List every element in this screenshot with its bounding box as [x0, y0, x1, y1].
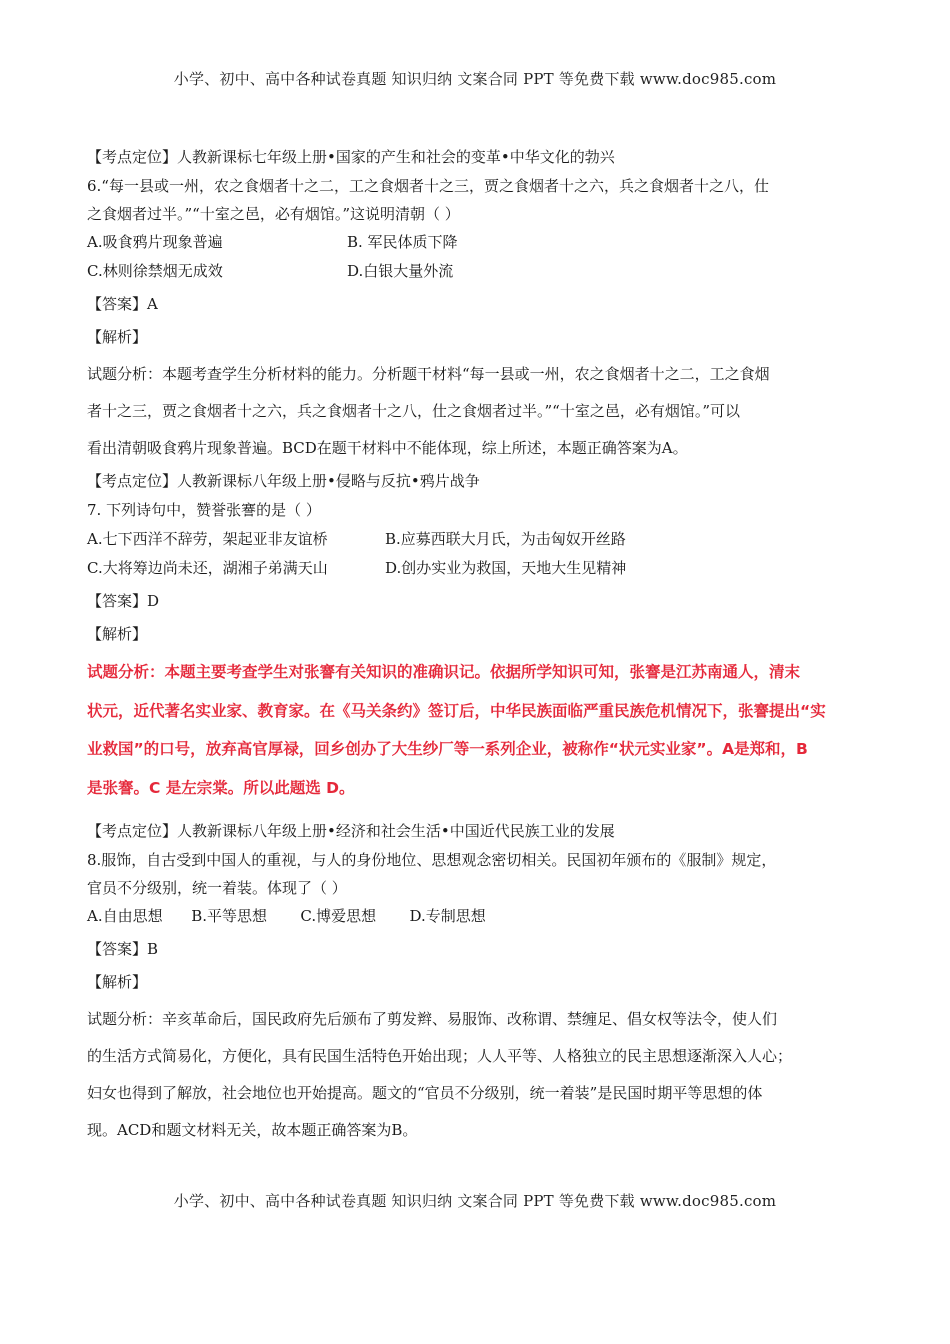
analysis-line: 者十之三，贾之食烟者十之六，兵之食烟者十之八，仕之食烟者过半。”“十室之邑，必有烟馆。”可以 — [87, 402, 741, 420]
page-header: 小学、初中、高中各种试卷真题 知识归纳 文案合同 PPT 等免费下载 www.doc985.com — [173, 70, 777, 88]
question-6-stem-line2: 之食烟者过半。”“十室之邑，必有烟馆。”这说明清朝（ ） — [87, 205, 460, 223]
option-d: D.创办实业为救国，天地大生见精神 — [385, 559, 627, 577]
option-b: B.应募西联大月氏，为击匈奴开丝路 — [385, 530, 626, 548]
question-7-options-row1 — [87, 525, 867, 554]
question-8 — [87, 846, 867, 1149]
question-6-options-row1 — [87, 228, 867, 257]
analysis-line: 试题分析：辛亥革命后，国民政府先后颁布了剪发辫、易服饰、改称谓、禁缠足、倡女权等法令，使人们 — [87, 1010, 778, 1028]
question-6-analysis-label: 【解析】 — [87, 328, 148, 346]
question-7-options-row2 — [87, 554, 867, 583]
question-6-answer: 【答案】A — [87, 295, 158, 313]
question-7-analysis-label: 【解析】 — [87, 625, 148, 643]
knowledge-point-q6: 【考点定位】人教新课标八年级上册•侵略与反抗•鸦片战争 — [87, 472, 480, 490]
page-content — [87, 143, 867, 1149]
question-7 — [87, 496, 867, 846]
knowledge-point-q7: 【考点定位】人教新课标八年级上册•经济和社会生活•中国近代民族工业的发展 — [87, 822, 615, 840]
analysis-line: 状元，近代著名实业家、教育家。在《马关条约》签订后，中华民族面临严重民族危机情况下，张謇提出“实 — [87, 701, 826, 720]
question-8-stem-line2: 官员不分级别，统一着装。体现了（ ） — [87, 879, 347, 897]
question-6-stem-line1: 6.“每一县或一州，农之食烟者十之二，工之食烟者十之三，贾之食烟者十之六，兵之食烟者十之八，仕 — [87, 177, 769, 195]
analysis-line: 看出清朝吸食鸦片现象普遍。BCD在题干材料中不能体现，综上所述，本题正确答案为A。 — [87, 439, 688, 457]
option-b: B. 军民体质下降 — [347, 233, 458, 251]
analysis-line: 试题分析：本题主要考查学生对张謇有关知识的准确识记。依据所学知识可知，张謇是江苏南通人，清末 — [87, 663, 801, 681]
analysis-line: 试题分析：本题考查学生分析材料的能力。分析题干材料“每一县或一州，农之食烟者十之二，工之食烟 — [87, 365, 770, 383]
question-8-analysis-label: 【解析】 — [87, 973, 148, 991]
analysis-line: 的生活方式简易化，方便化，具有民国生活特色开始出现；人人平等、人格独立的民主思想逐渐深入人心； — [87, 1047, 793, 1065]
question-8-stem-line1: 8.服饰，自古受到中国人的重视，与人的身份地位、思想观念密切相关。民国初年颁布的《服制》规定， — [87, 851, 777, 869]
option-a: A.七下西洋不辞劳，架起亚非友谊桥 — [87, 530, 328, 548]
question-8-analysis — [87, 1001, 867, 1149]
knowledge-point-q5: 【考点定位】人教新课标七年级上册•国家的产生和社会的变革•中华文化的勃兴 — [87, 148, 615, 166]
question-6 — [87, 172, 867, 496]
option-d: D.白银大量外流 — [347, 262, 454, 280]
analysis-line: 现。ACD和题文材料无关，故本题正确答案为B。 — [87, 1121, 418, 1139]
page-footer: 小学、初中、高中各种试卷真题 知识归纳 文案合同 PPT 等免费下载 www.doc985.com — [173, 1192, 777, 1210]
question-6-options-row2 — [87, 257, 867, 286]
option-a: A.吸食鸦片现象普遍 — [87, 233, 223, 251]
question-7-stem: 7. 下列诗句中，赞誉张謇的是（ ） — [87, 501, 321, 519]
question-7-analysis — [87, 653, 867, 807]
question-8-answer: 【答案】B — [87, 940, 159, 958]
analysis-line: 是张謇。C 是左宗棠。所以此题选 D。 — [87, 778, 355, 797]
question-6-analysis — [87, 356, 867, 467]
question-8-options: A.自由思想 B.平等思想 C.博爱思想 D.专制思想 — [87, 907, 486, 925]
analysis-line: 妇女也得到了解放，社会地位也开始提高。题文的“官员不分级别，统一着装”是民国时期平等思想的体 — [87, 1084, 763, 1102]
option-c: C.林则徐禁烟无成效 — [87, 262, 223, 280]
option-c: C.大将筹边尚未还，湖湘子弟满天山 — [87, 559, 328, 577]
analysis-line: 业救国”的口号，放弃高官厚禄，回乡创办了大生纱厂等一系列企业，被称作“状元实业家”。A是郑和，B — [87, 740, 808, 758]
question-7-answer: 【答案】D — [87, 592, 160, 610]
